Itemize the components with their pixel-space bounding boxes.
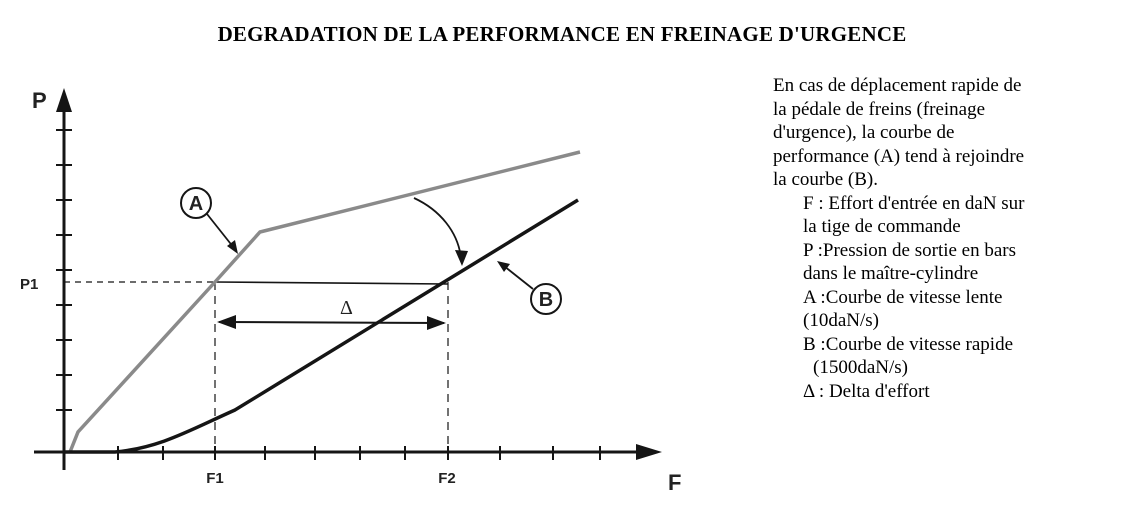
curve-b-label: B: [538, 289, 554, 311]
x-axis-arrow-icon: [636, 444, 662, 460]
description-intro-line: d'urgence), la courbe de: [773, 122, 955, 143]
description-intro-line: En cas de déplacement rapide de: [773, 75, 1022, 96]
legend-line-b: B :Courbe de vitesse rapide: [803, 333, 1014, 355]
legend-line-b-cont: (1500daN/s): [813, 357, 908, 378]
page-title: DEGRADATION DE LA PERFORMANCE EN FREINAGE D'URGENCE: [217, 22, 907, 46]
delta-dimension-line: [219, 322, 444, 323]
curve-a-label: A: [188, 193, 204, 215]
f1-label: F1: [206, 470, 224, 487]
delta-left-arrow-icon: [217, 315, 236, 329]
curve-b: [64, 200, 578, 452]
curve-a-leader: [207, 214, 234, 248]
legend-line-p-cont: dans le maître-cylindre: [803, 263, 979, 284]
a-to-b-curved-arrow: [414, 198, 461, 258]
p1-label: P1: [20, 276, 39, 293]
y-axis-arrow-icon: [56, 88, 72, 112]
description-intro-line: la pédale de freins (freinage: [773, 98, 986, 120]
description-panel: [773, 74, 1118, 403]
legend-line-delta: Δ : Delta d'effort: [803, 380, 930, 402]
delta-right-arrow-icon: [427, 316, 446, 330]
curve-b-leader: [504, 266, 533, 289]
description-intro-line: performance (A) tend à rejoindre: [773, 145, 1025, 167]
delta-label: Δ: [340, 297, 353, 319]
description-intro-line: la courbe (B).: [773, 169, 878, 190]
y-axis-label: P: [32, 88, 47, 113]
x-axis-label: F: [668, 470, 682, 495]
f2-label: F2: [438, 470, 456, 487]
p1-connector-line: [215, 282, 448, 284]
legend-line-f: F : Effort d'entrée en daN sur: [803, 192, 1025, 214]
legend-line-f-cont: la tige de commande: [803, 216, 961, 237]
legend-line-p: P :Pression de sortie en bars: [803, 239, 1017, 261]
a-to-b-arrow-icon: [455, 250, 468, 266]
legend-line-a-cont: (10daN/s): [803, 310, 879, 331]
legend-line-a: A :Courbe de vitesse lente: [803, 286, 1003, 308]
curve-a: [70, 152, 580, 452]
